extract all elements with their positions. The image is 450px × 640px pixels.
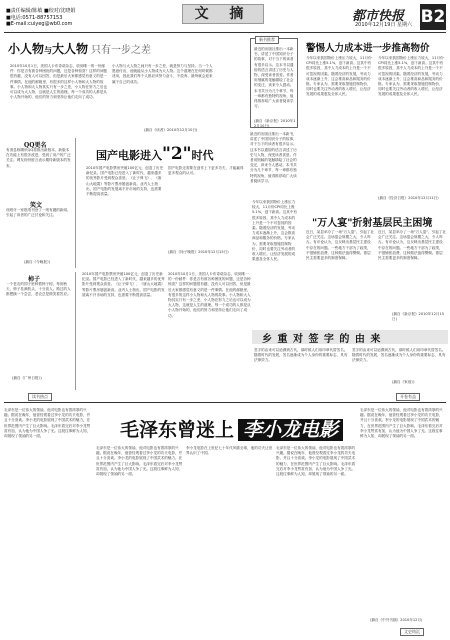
small-body-2: 西班牙一家报纸刊登了一则有趣的新闻，引起了读者的广泛讨论和关注。: [6, 208, 71, 218]
email-line: ■E-mail:cuiyeg@wb0.com: [6, 21, 73, 27]
article-body: 今年以来我国物价上涨压力较大，11月份CPI同比上涨5.1%，创下新高。这其中有很多原因，其中人力成本的上升是一个不可忽视的因素。随着经济的发展，劳动力成本逐渐上升，这会推高商品和服务的价格。专家认为，需要采取措施控制物价，同时也要关注劳动者的收入增长，让经济发展的成果惠及全体人民。: [306, 56, 372, 97]
headline-part: 大人物: [52, 42, 89, 56]
headline-part: "2": [162, 144, 192, 164]
small-title: QQ更名: [24, 142, 47, 149]
phone-line: ■电话:0571-88757153: [6, 14, 63, 21]
article-body-4: 毛泽东是一位伟大的领袖，他对电影也有着浓厚的兴趣。据说在晚年，他曾经观看过李小龙的功夫电影，并且十分喜欢。李小龙的电影展现了中国武术的魅力，在世界范围内产生了巨大影响。毛泽东看完后对李小龙赞赏有加，认为他为中国人争了光。这段往事鲜为人知，却展现了领袖的另一面。: [360, 408, 443, 439]
left-column: [4, 138, 76, 268]
article-source: (摘自《新京报》2010年12月15日): [392, 312, 445, 322]
article-body-3: 毛泽东是一位伟大的领袖，他对电影也有着浓厚的兴趣。据说在晚年，他曾经观看过李小龙的功夫电影，并且十分喜欢。李小龙的电影展现了中国武术的魅力，在世界范围内产生了巨大影响。毛泽东看完后对李小龙赞赏有加，认为他为中国人争了光。这段往事鲜为人知，却展现了领袖的另一面。: [276, 446, 356, 477]
section-tag: 文史钩沉: [400, 628, 424, 636]
article-source: (摘自《家庭》): [392, 380, 415, 384]
column-text: 2010年国产电影票房突破100亿元，创造了历史新纪录。国产电影已经进入了新时代，越来越多的优秀影片受到观众喜爱。《让子弹飞》、《唐山大地震》等影片票房屡创新高。业内人士指出，国产电影的发展离不开市场的支持，也需要不断提高质量。: [82, 272, 165, 297]
editor-info: [6, 8, 126, 28]
article-headline: [8, 40, 151, 57]
article-headline: [120, 415, 343, 441]
issue-date: 2010年12月19日 星期六: [355, 22, 413, 28]
section-tag: 开卷有益: [396, 393, 420, 401]
section-tag: 读书热点: [28, 393, 52, 401]
article-body-2: 签字的由来可以追溯到古代，那时候人们用印章代替签名。随着时代的发展，签名逐渐成为个人身份的重要标志，具有法律效力。: [352, 348, 446, 363]
lower-left-body: 毛泽东是一位伟大的领袖，他对电影也有着浓厚的兴趣。据说在晚年，他曾经观看过李小龙的功夫电影，并且十分喜欢。李小龙的电影展现了中国武术的魅力，在世界范围内产生了巨大影响。毛泽东看完后对李小龙赞赏有加，认为他为中国人争了光。这段往事鲜为人知，却展现了领袖的另一面。: [4, 408, 91, 439]
article-small-big: [4, 36, 216, 136]
sidebar-body: 最近的出版社推出一本新书，讲述了中国知识分子的故事，对于当下的读者有很多启示。这本书以通俗的语言讲述了历史与人物，深受读者喜爱。作者用细腻的笔触描绘了社会的变迁，读来令人感动。本书共分为几个章节，每一章都有独特的视角，值得推荐给广大读者阅读学习。: [254, 47, 294, 109]
side-column-text: 今年以来我国物价上涨压力较大，11月份CPI同比上涨5.1%，创下新高。这其中有很多原因，其中人力成本的上升是一个不可忽视的因素。随着经济的发展，劳动力成本逐渐上升，这会推高商品和服务的价格。专家认为，需要采取措施控制物价，同时也要关注劳动者的收入增长，让经济发展的成果惠及全体人民。: [252, 200, 298, 262]
article-headline: "万人宴"折射基层民主困境: [312, 218, 433, 229]
article-headline: 乡 重 对 签 字 的 由 来: [262, 334, 382, 345]
sidebar-body-continued: 最近的出版社推出一本新书，讲述了中国知识分子的故事，对于当下的读者有很多启示。这本书以通俗的语言讲述了历史与人物，深受读者喜爱。作者用细腻的笔触描绘了社会的变迁，读来令人感动。本书共分为几个章节，每一章都有独特的视角，值得推荐给广大读者阅读学习。: [250, 132, 297, 183]
article-body: 毛泽东是一位伟大的领袖，他对电影也有着浓厚的兴趣。据说在晚年，他曾经观看过李小龙的功夫电影，并且十分喜欢。李小龙的电影展现了中国武术的魅力，在世界范围内产生了巨大影响。毛泽东看完后对李小龙赞赏有加，认为他为中国人争了光。这段往事鲜为人知，却展现了领袖的另一面。: [96, 446, 183, 477]
header-rule: [4, 32, 446, 33]
headline-part: 国产电影进入: [96, 149, 162, 162]
article-source: (摘自《读者》2010年12月10日): [144, 128, 198, 132]
article-body: 2010年10月1日，美国人卡布奇诺杂志，收到唯一的一份邮件：你是否有被各种困扰的问题，还是各种惊喜？这样的问题很有趣，没有人可以回答，但是最后大家都感觉有意义的是一件事情。在他的邮箱里，有很多的这样小人物和大人物的故事。小人物和大人物其实只有一步之差，小人物在努力之后也可以成为大人物，这就是人生的道理。每一个成功的人都是从小人物开始的，他们的努力和坚持让他们走向了成功。: [10, 64, 108, 100]
sidebar-box: [250, 38, 298, 128]
small-source: (摘自《广州日报》): [12, 376, 42, 380]
article-body-2: 国产电影还需要在创作上下更多功夫，才能赢得更多观众的认可。: [168, 166, 244, 176]
headline-part: 毛泽东曾迷上: [120, 419, 235, 441]
article-headline: 警惕人力成本进一步推高物价: [306, 43, 430, 54]
article-body: 2010年国产电影票房突破100亿元，创造了历史新纪录。国产电影已经进入了新时代，越来越多的优秀影片受到观众喜爱。《让子弹飞》、《唐山大地震》等影片票房屡创新高。业内人士指出，国产电影的发展离不开市场的支持，也需要不断提高质量。: [86, 166, 164, 197]
article-signature: [252, 328, 448, 388]
article-film: [82, 140, 248, 265]
headline-part: 李小龙电影: [238, 419, 343, 441]
left-column-2: [4, 272, 76, 390]
article-body-2: 小人物与大人物之间只有一步之差，就是努力与坚持。当一个人愿意付出，他就能从小人物成为大人物。这个道理在任何时候都适用，因此我们每个人都应该努力奋斗，不放弃，最终就会迎来属于自己的成功。: [112, 64, 213, 84]
article-body: 近日，某县举办了一场"万人宴"，引起了社会广泛关注。这场宴会规模之大，令人咋舌。有评论认为，这反映出基层民主建设中存在的问题。一些地方干部为了政绩，不惜铺张浪费，这种做法值得警惕。基层民主需要更多的制度保障。: [306, 230, 374, 261]
article-body-2: 近日，某县举办了一场"万人宴"，引起了社会广泛关注。这场宴会规模之大，令人咋舌。有评论认为，这反映出基层民主建设中存在的问题。一些地方干部为了政绩，不惜铺张浪费，这种做法值得警惕。基层民主需要更多的制度保障。: [378, 230, 446, 261]
headline-part: 时代: [191, 149, 214, 162]
headline-part: 只有一步之差: [91, 45, 152, 56]
headline-part: 与: [44, 45, 53, 55]
editor-line: ■责任编辑/陈敏 ■校对/沈晓娟: [6, 8, 76, 14]
paper-name: 都市快报: [352, 9, 405, 24]
sidebar-source: (摘自《新京报》2010年12月10日): [254, 119, 296, 129]
section-rule: [4, 402, 446, 403]
headline-part: 小人物: [8, 42, 45, 56]
article-source: (摘自《扬子晚报》2010年12月15日): [168, 250, 229, 254]
article-headline: [96, 144, 214, 164]
section-title: 文 摘: [182, 4, 264, 24]
article-body-2: 今年以来我国物价上涨压力较大，11月份CPI同比上涨5.1%，创下新高。这其中有很多原因，其中人力成本的上升是一个不可忽视的因素。随着经济的发展，劳动力成本逐渐上升，这会推高商品和服务的价格。专家认为，需要采取措施控制物价，同时也要关注劳动者的收入增长，让经济发展的成果惠及全体人民。: [378, 56, 444, 97]
sidebar-label: 新书推荐: [255, 36, 279, 44]
small-body: 有消息称腾讯QQ将推出新版本，新版本在功能上有很多改进，受到了用户的广泛关注。网友纷纷留言表示期待新版本的发布。: [6, 148, 71, 168]
small-title-2: 笑文: [30, 202, 43, 209]
article-source: (摘自《经济日报》2010年12月11日): [378, 196, 439, 200]
article-banquet: [302, 210, 448, 320]
small-source: (摘自《今晚报》): [24, 260, 51, 264]
column-text-2: 2010年10月1日，美国人卡布奇诺杂志，收到唯一的一份邮件：你是否有被各种困扰的问题，还是各种惊喜？这样的问题很有趣，没有人可以回答，但是最后大家都感觉有意义的是一件事情。在他的邮箱里，有很多的这样小人物和大人物的故事。小人物和大人物其实只有一步之差，小人物在努力之后也可以成为大人物，这就是人生的道理。每一个成功的人都是从小人物开始的，他们的努力和坚持让他们走向了成功。: [168, 272, 251, 318]
article-source: (摘自《中外书摘》2010年12月): [370, 618, 423, 622]
article-prices: [302, 36, 448, 206]
small-title: 柿子: [28, 276, 41, 283]
article-body-2: 李小龙电影在上世纪七十年代风靡全球，他的功夫让世界认识了中国。: [186, 446, 273, 456]
article-body: 签字的由来可以追溯到古代，那时候人们用印章代替签名。随着时代的发展，签名逐渐成为个人身份的重要标志，具有法律效力。: [254, 348, 348, 363]
page-number: B2: [420, 4, 446, 30]
small-body: 一个老农的园子里种着柿子树，每到秋天，柿子挂满枝头，十分喜人。路过的人都想摘一个尝尝，老农总是微笑着答应。: [6, 282, 71, 297]
